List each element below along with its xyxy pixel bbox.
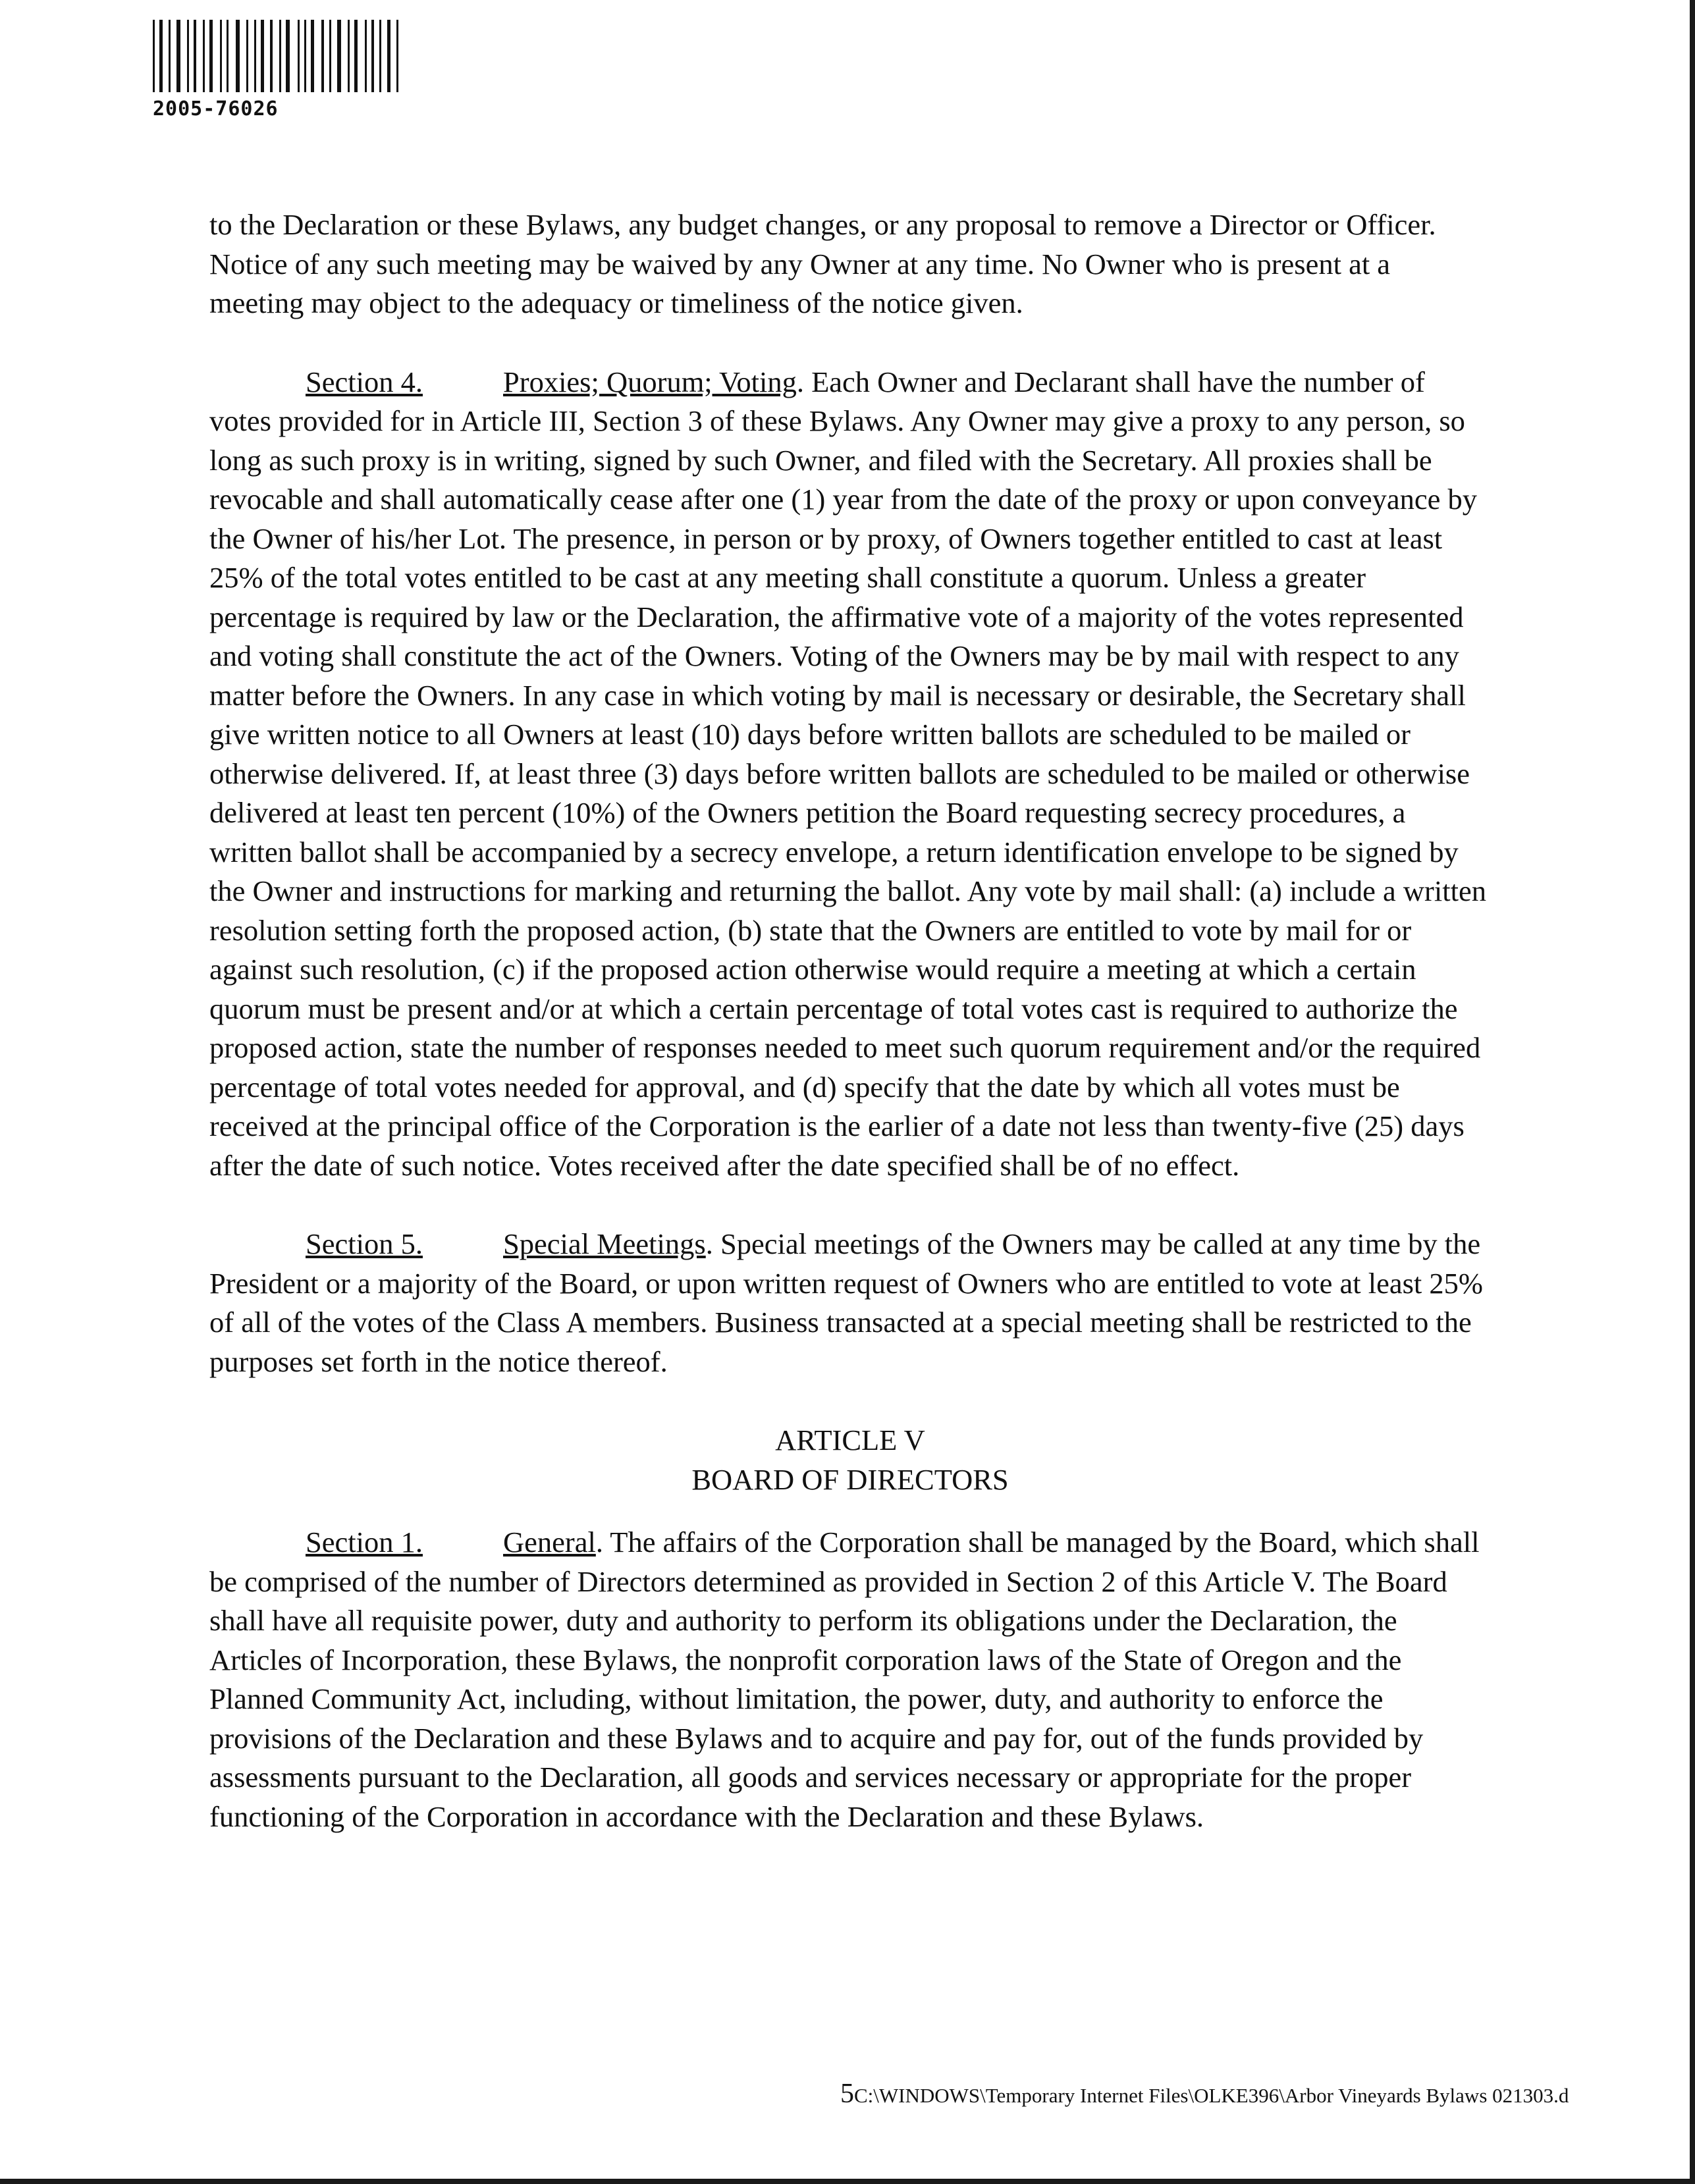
section-4-text: . Each Owner and Declarant shall have the number of votes provided for in Article III, Section 3 of these Bylaws. Any Owner may give a proxy to any person, so long as such proxy is in writing, signed by such Owner, and filed with the Secretary. All proxies shall be revocable and shall automatically cease after one (1) year from the date of the proxy or upon conveyance by the Owner of his/her Lot. The presence, in person or by proxy, of Owners together entitled to cast at least 25% of the total votes entitled to be cast at any meeting shall constitute a quorum. Unless a greater percentage is required by law or the Declaration, the affirmative vote of a majority of the votes represented and voting shall constitute the act of the Owners. Voting of the Owners may be by mail with respect to any matter before the Owners. In any case in which voting by mail is necessary or desirable, the Secretary shall give written notice to all Owners at least (10) days before written ballots are scheduled to be mailed or otherwise delivered. If, at least three (3) days before written ballots are scheduled to be mailed or otherwise delivered at least ten percent (10%) of the Owners petition the Board requesting secrecy procedures, a written ballot shall be accompanied by a secrecy envelope, a return identification envelope to be signed by the Owner and instructions for marking and returning the ballot. Any vote by mail shall: (a) include a written resolution setting forth the proposed action, (b) state that the Owners are entitled to vote by mail for or against such resolution, (c) if the proposed action otherwise would require a meeting at which a certain quorum must be present and/or at which a certain percentage of total votes cast is required to authorize the proposed action, state the number of responses needed to meet such quorum requirement and/or the required percentage of total votes needed for approval, and (d) specify that the date by which all votes must be received at the principal office of the Corporation is the earlier of a date not less than twenty-five (25) days after the date of such notice. Votes received after the date specified shall be of no effect.: [209, 365, 1486, 1182]
article-number: ARTICLE V: [775, 1424, 925, 1456]
barcode-bar: [187, 20, 189, 92]
document-body: [209, 205, 1491, 1876]
barcode-bar: [348, 20, 350, 92]
barcode-bar: [329, 20, 331, 92]
barcode-bar: [298, 20, 300, 92]
section-1-label: Section 1.: [306, 1526, 423, 1558]
section-4-paragraph: [209, 363, 1491, 1186]
barcode-bar: [387, 20, 390, 92]
article-title: BOARD OF DIRECTORS: [691, 1462, 1009, 1496]
barcode-bar: [379, 20, 381, 92]
barcode-bar: [159, 20, 163, 92]
section-5-text: . Special meetings of the Owners may be called at any time by the President or a majority of the Board, or upon written request of Owners who are entitled to vote at least 25% of all of the votes of the Class A members. Business transacted at a special meeting shall be restricted to the purposes set forth in the notice thereof.: [209, 1227, 1483, 1378]
barcode-number: 2005-76026: [153, 97, 279, 120]
barcode-bar: [220, 20, 222, 92]
barcode-bar: [279, 20, 281, 92]
barcode-bar: [169, 20, 171, 92]
barcode-bar: [337, 20, 341, 92]
barcode-bar: [311, 20, 314, 92]
barcode-bar: [371, 20, 374, 92]
barcode-bar: [321, 20, 324, 92]
barcode-bars: [153, 20, 443, 92]
barcode-bar: [153, 20, 155, 92]
page-number: 5: [840, 2079, 854, 2109]
barcode-bar: [203, 20, 205, 92]
barcode-bar: [227, 20, 229, 92]
barcode-bar: [176, 20, 180, 92]
section-5-title: Special Meetings: [503, 1227, 706, 1260]
barcode-bar: [261, 20, 264, 92]
section-1-paragraph: [209, 1523, 1491, 1836]
barcode: [153, 20, 443, 119]
barcode-bar: [304, 20, 306, 92]
scan-edge-right: [1690, 0, 1695, 2184]
section-4-label: Section 4.: [306, 365, 423, 398]
section-4-title: Proxies; Quorum; Voting: [503, 365, 797, 398]
barcode-bar: [194, 20, 196, 92]
section-5-paragraph: [209, 1225, 1491, 1381]
barcode-bar: [270, 20, 273, 92]
barcode-bar: [254, 20, 256, 92]
barcode-bar: [365, 20, 367, 92]
section-1-title: General: [503, 1526, 596, 1558]
file-path: C:\WINDOWS\Temporary Internet Files\OLKE396\Arbor Vineyards Bylaws 021303.d: [854, 2084, 1569, 2107]
section-5-label: Section 5.: [306, 1227, 423, 1260]
barcode-bar: [286, 20, 290, 92]
barcode-bar: [209, 20, 213, 92]
scan-edge-bottom: [0, 2179, 1695, 2184]
continuation-paragraph: to the Declaration or these Bylaws, any budget changes, or any proposal to remove a Director or Officer. Notice of any such meeting may be waived by any Owner at any time. No Owner who is present at a meeting may object to the adequacy or timeliness of the notice given.: [209, 208, 1436, 319]
barcode-bar: [354, 20, 358, 92]
barcode-bar: [236, 20, 240, 92]
page-footer: [840, 2078, 1630, 2117]
section-1-text: . The affairs of the Corporation shall be managed by the Board, which shall be comprised of the number of Directors determined as provided in Section 2 of this Article V. The Board shall have all requisite power, duty and authority to perform its obligations under the Declaration, the Articles of Incorporation, these Bylaws, the nonprofit corporation laws of the State of Oregon and the Planned Community Act, including, without limitation, the power, duty, and authority to enforce the provisions of the Declaration and these Bylaws and to acquire and pay for, out of the funds provided by assessments pursuant to the Declaration, all goods and services necessary or appropriate for the proper functioning of the Corporation in accordance with the Declaration and these Bylaws.: [209, 1526, 1480, 1833]
barcode-bar: [246, 20, 248, 92]
article-heading: [209, 1421, 1491, 1499]
barcode-bar: [396, 20, 398, 92]
